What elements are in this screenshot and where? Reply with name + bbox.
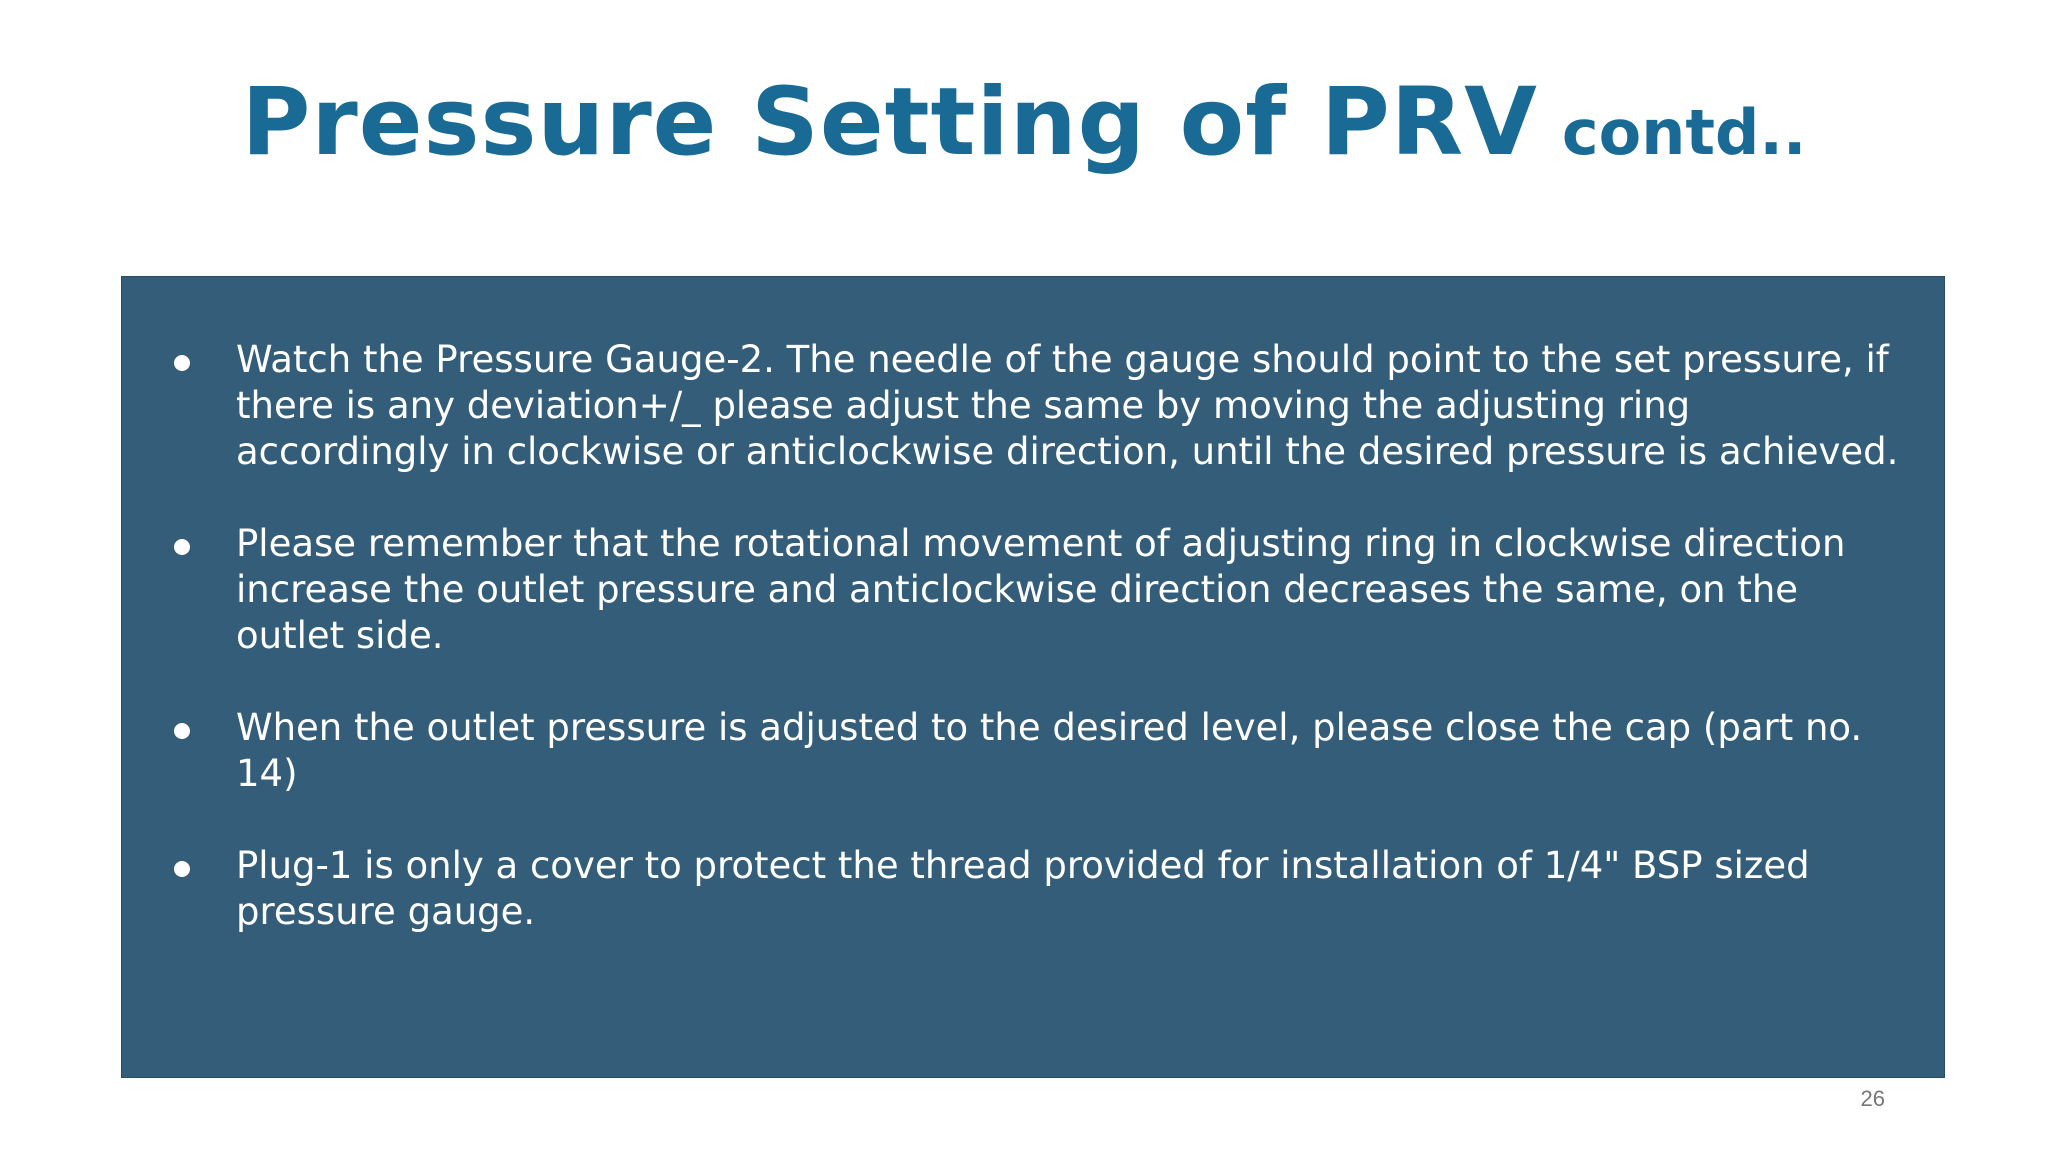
bullet-text: When the outlet pressure is adjusted to the desired level, please close the cap (part no. 14) — [236, 706, 1863, 795]
slide-title — [0, 68, 2048, 188]
bullet-item — [170, 337, 1910, 475]
bullet-item — [170, 843, 1910, 935]
bullet-item — [170, 521, 1910, 659]
bullet-text: Please remember that the rotational movement of adjusting ring in clockwise direction increase the outlet pressure and anticlockwise direction decreases the same, on the outlet side. — [236, 522, 1846, 657]
bullet-text: Watch the Pressure Gauge-2. The needle of the gauge should point to the set pressure, if there is any deviation+/_ please adjust the same by moving the adjusting ring accordingly in clockwise or anticlockwise direction, until the desired pressure is achieved. — [236, 338, 1899, 473]
title-subtitle: contd.. — [1561, 96, 1807, 169]
bullet-dot-icon — [174, 861, 190, 877]
content-box — [121, 276, 1945, 1078]
bullet-text: Plug-1 is only a cover to protect the thread provided for installation of 1/4" BSP sized pressure gauge. — [236, 844, 1810, 933]
bullet-dot-icon — [174, 355, 190, 371]
bullet-item — [170, 705, 1910, 797]
page-number: 26 — [1860, 1086, 1885, 1111]
title-main: Pressure Setting of PRV — [241, 68, 1538, 177]
bullet-dot-icon — [174, 723, 190, 739]
bullet-list — [170, 337, 1910, 981]
bullet-dot-icon — [174, 539, 190, 555]
